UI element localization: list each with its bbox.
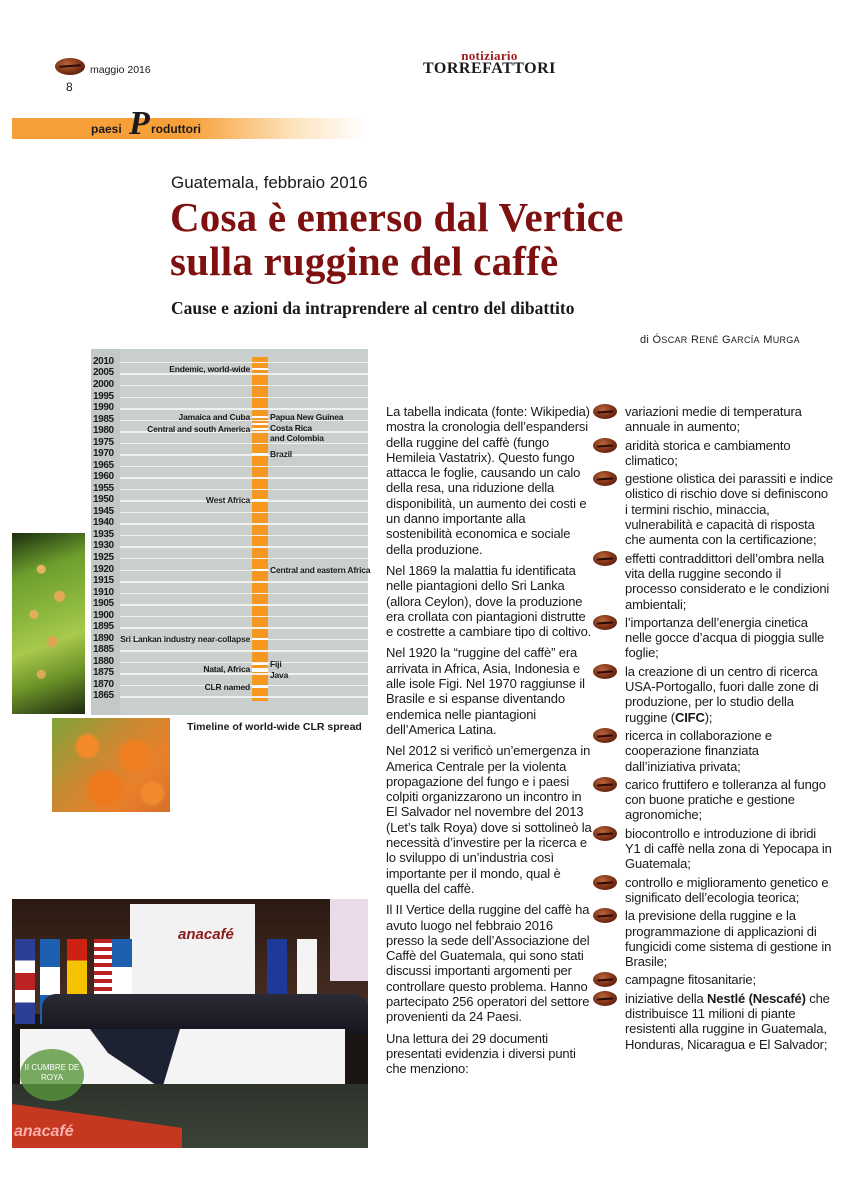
paragraph: Il II Vertice della ruggine del caffè ha avuto luogo nel febbraio 2016 presso la sede dell’Associazione del Caffè del Guatemala, qui sono stati discussi importanti argomenti per controllare questo problema. Hanno partecipato 256 operatori del settore provenienti da 24 Paesi. (386, 902, 590, 1025)
event-marker (252, 663, 268, 665)
bullet-bold-text: Nestlé (Nescafé) (707, 990, 806, 1006)
grid-line (120, 397, 368, 399)
byline-prefix: di (640, 334, 650, 346)
bullet-text: variazioni medie di temperatura annuale in aumento; (625, 404, 802, 435)
event-marker (252, 416, 268, 418)
conference-brand: anacafé (178, 926, 234, 943)
y-tick-label: 1935 (93, 528, 114, 540)
paragraph: Una lettura dei 29 documenti presentati evidenzia i diversi punti che menziono: (386, 1030, 576, 1077)
bullet-text: iniziative della (625, 990, 707, 1006)
bullet-item (593, 826, 833, 872)
bullet-item (593, 777, 833, 823)
bullet-item (593, 728, 833, 774)
grid-line (120, 546, 368, 548)
grid-line (120, 627, 368, 629)
event-label: Jamaica and Cuba (178, 412, 250, 423)
y-tick-label: 1870 (93, 678, 114, 690)
page-number: 8 (66, 80, 73, 94)
coffee-bean-bullet-icon (593, 615, 617, 630)
event-marker (252, 686, 268, 688)
y-tick-label: 1920 (93, 563, 114, 575)
y-tick-label: 1910 (93, 586, 114, 598)
bullet-text: la previsione della ruggine e la programmazione di applicazioni di fungicidi come sistema di gestione in Brasile; (625, 908, 832, 970)
grid-line (120, 454, 368, 456)
event-label: Sri Lankan industry near-collapse (120, 633, 250, 644)
bullet-item (593, 664, 833, 725)
event-label: Papua New Guinea (270, 412, 344, 423)
event-label: Endemic, world-wide (169, 363, 250, 374)
bullet-item (593, 991, 833, 1052)
article-body (386, 404, 594, 1082)
bullet-text: campagne fitosanitarie; (625, 972, 756, 988)
grid-line (120, 385, 368, 387)
y-tick-label: 1965 (93, 459, 114, 471)
event-marker (252, 453, 268, 455)
paragraph: La tabella indicata (fonte: Wikipedia) mostra la cronologia dell’espandersi della ruggine del caffè (fungo Hemileia Vastatrix). Questo fungo attacca le foglie, causando un calo della resa, una riduzione della disponibilità, un aumento dei costi e un danno importante alla sostenibilità economica e sociale della produzione. (386, 404, 590, 557)
bullet-item (593, 551, 833, 612)
grid-line (120, 477, 368, 479)
y-tick-label: 2010 (93, 355, 114, 367)
conference-badge: II CUMBRE DE ROYA (20, 1049, 84, 1101)
bullet-text: la creazione di un centro di ricerca USA-Portogallo, fuori dalle zone di produzione, per lo studio della ruggine ( (625, 663, 819, 725)
y-tick-label: 1980 (93, 425, 114, 437)
bullet-text: effetti contraddittori dell’ombra nella vita della ruggine secondo il processo considerato e le condizioni ambientali; (625, 550, 830, 612)
event-marker (252, 368, 268, 370)
masthead-top: notiziario (461, 48, 518, 63)
y-tick-label: 1970 (93, 448, 114, 460)
y-tick-label: 1880 (93, 655, 114, 667)
coffee-bean-bullet-icon (593, 991, 617, 1006)
paragraph: Nel 1920 la “ruggine del caffè” era arrivata in Africa, Asia, Indonesia e alle isole Figi. Nel 1970 raggiunse il Brasile e si espanse diventando endemica nelle piantagioni dell’America Latina. (386, 645, 585, 737)
y-tick-label: 1995 (93, 390, 114, 402)
grid-line (120, 535, 368, 537)
bullet-item (593, 908, 833, 969)
event-label: Fiji (270, 659, 282, 670)
y-tick-label: 1925 (93, 551, 114, 563)
grid-line (120, 558, 368, 560)
bullet-item (593, 972, 833, 987)
paragraph: Nel 2012 si verificò un’emergenza in America Centrale per la violenta propagazione del fungo e i paesi colpiti organizzarono un incontro in El Salvador nel novembre del 2013 (Let’s talk Roya) dove si sottolineò la necessità d’investire per la ricerca e lo sviluppo di un’industria così importante per il mondo, qual è quella del caffè. (386, 743, 592, 896)
rust-closeup-photo (52, 718, 170, 812)
event-label: Costa Rica and Colombia (270, 423, 324, 444)
coffee-bean-bullet-icon (593, 972, 617, 987)
y-tick-label: 1975 (93, 436, 114, 448)
y-tick-label: 1940 (93, 517, 114, 529)
y-tick-label: 2000 (93, 378, 114, 390)
y-tick-label: 1885 (93, 644, 114, 656)
conference-photo (12, 899, 368, 1148)
y-tick-label: 1960 (93, 471, 114, 483)
bullet-item (593, 438, 833, 469)
article-subtitle: Cause e azioni da intraprendere al centro del dibattito (171, 298, 575, 318)
coffee-bean-bullet-icon (593, 728, 617, 743)
event-label: Java (270, 670, 289, 681)
coffee-bean-bullet-icon (593, 908, 617, 923)
grid-line (120, 593, 368, 595)
title-line-1: Cosa è emerso dal Vertice (170, 194, 624, 240)
bullet-text: carico fruttifero e tolleranza al fungo con buone pratiche e gestione agronomiche; (625, 776, 826, 823)
y-tick-label: 1945 (93, 505, 114, 517)
coffee-bean-bullet-icon (593, 826, 617, 841)
bullet-text: controllo e miglioramento genetico e significato dell’ecologia teorica; (625, 874, 829, 905)
y-tick-label: 1930 (93, 540, 114, 552)
y-tick-label: 1955 (93, 482, 114, 494)
coffee-bean-bullet-icon (593, 777, 617, 792)
grid-line (120, 696, 368, 698)
flag (15, 939, 35, 1024)
grid-line (120, 523, 368, 525)
bullet-item (593, 615, 833, 661)
y-tick-label: 1950 (93, 494, 114, 506)
y-tick-label: 1900 (93, 609, 114, 621)
event-marker (252, 638, 268, 640)
grid-line (120, 604, 368, 606)
bullet-item (593, 471, 833, 547)
event-marker (252, 499, 268, 501)
y-tick-label: 1985 (93, 413, 114, 425)
masthead (423, 50, 556, 76)
y-tick-label: 1915 (93, 575, 114, 587)
article-title (170, 195, 624, 283)
byline-author: ÓSCAR RENÉ GARCÍA MURGA (652, 334, 800, 346)
section-banner (12, 105, 366, 142)
bullet-list (593, 404, 833, 1055)
coffee-bean-logo-icon (55, 58, 85, 75)
event-label: Central and south America (147, 423, 250, 434)
section-word-1: paesi (91, 122, 122, 136)
panel-participants (42, 994, 368, 1034)
conference-watermark: anacafé (14, 1123, 74, 1140)
coffee-bean-bullet-icon (593, 551, 617, 566)
bullet-item (593, 404, 833, 435)
bullet-text: l’importanza dell’energia cinetica nelle gocce d’acqua di pioggia sulle foglie; (625, 614, 825, 661)
y-tick-label: 1865 (93, 690, 114, 702)
y-tick-label: 1905 (93, 598, 114, 610)
bullet-bold-text: CIFC (674, 709, 705, 725)
coffee-bean-bullet-icon (593, 471, 617, 486)
bullet-text-after: ); (704, 709, 713, 725)
masthead-main: TORREFATTORI (423, 60, 556, 77)
bullet-text: gestione olistica dei parassiti e indice olistico di rischio dove si definiscono i termini rischio, minaccia, vulnerabilità e capacità di risposta che aumenta con la certificazione; (625, 471, 833, 548)
bullet-text: ricerca in collaborazione e cooperazione finanziata dall’iniziativa privata; (625, 727, 772, 774)
leaf-rust-photo (12, 533, 85, 714)
event-marker (252, 670, 268, 672)
grid-line (120, 408, 368, 410)
y-tick-label: 1890 (93, 632, 114, 644)
event-label: Natal, Africa (203, 663, 250, 674)
bullet-text: aridità storica e cambiamento climatico; (625, 437, 791, 468)
kicker: Guatemala, febbraio 2016 (171, 173, 368, 192)
grid-line (120, 616, 368, 618)
bullet-item (593, 875, 833, 906)
bullet-text: biocontrollo e introduzione di ibridi Y1 di caffè nella zona di Yepocapa in Guatemala; (625, 825, 832, 872)
chart-caption: Timeline of world-wide CLR spread (187, 721, 362, 733)
coffee-bean-bullet-icon (593, 404, 617, 419)
byline (640, 334, 800, 346)
y-tick-label: 1990 (93, 402, 114, 414)
event-label: West Africa (205, 495, 250, 506)
event-marker (252, 569, 268, 571)
grid-line (120, 650, 368, 652)
coffee-bean-bullet-icon (593, 875, 617, 890)
issue-date: maggio 2016 (90, 64, 151, 76)
grid-line (120, 466, 368, 468)
timeline-chart (91, 349, 371, 715)
section-word-2: roduttori (151, 122, 201, 136)
y-tick-label: 2005 (93, 367, 114, 379)
coffee-bean-bullet-icon (593, 438, 617, 453)
grid-line (120, 512, 368, 514)
paragraph: Nel 1869 la malattia fu identificata nelle piantagioni dello Sri Lanka (allora Ceylon), dove la produzione era crollata con piantagioni distrutte e costrette a cambiare tipo di coltivo. (386, 562, 592, 640)
event-marker (252, 423, 268, 425)
coffee-bean-bullet-icon (593, 664, 617, 679)
grid-line (120, 443, 368, 445)
y-tick-label: 1895 (93, 621, 114, 633)
event-label: Brazil (270, 449, 292, 460)
y-tick-label: 1875 (93, 667, 114, 679)
event-marker (252, 428, 268, 430)
event-label: Central and eastern Africa (270, 564, 371, 575)
bullet-text-after: che distribuisce 11 milioni di piante resistenti alla ruggine in Guatemala, Honduras, Nicaragua e El Salvador; (625, 990, 830, 1052)
grid-line (120, 489, 368, 491)
grid-line (120, 581, 368, 583)
event-label: CLR named (204, 682, 250, 693)
title-line-2: sulla ruggine del caffè (170, 238, 559, 284)
section-initial: P (129, 105, 150, 142)
